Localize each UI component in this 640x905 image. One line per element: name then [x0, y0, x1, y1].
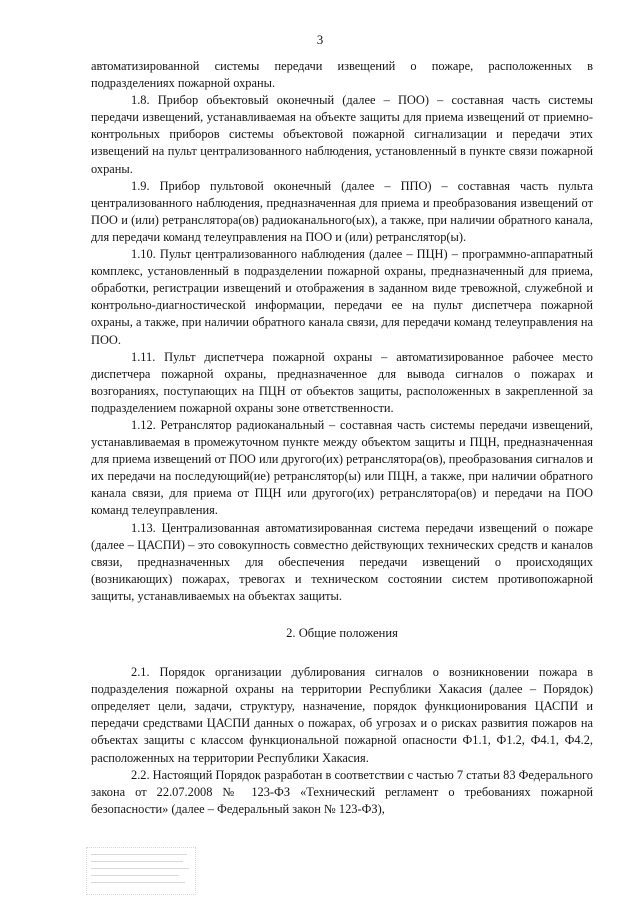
paragraph-1-10: 1.10. Пульт централизованного наблюдения (далее – ПЦН) – программно-аппаратный комплекс, установленный в подразделении пожарной охраны, предназначенный для приема, обработки, регистрации извещений и отображения в заданном виде тревожной, служебной и контрольно-диагностической информации, передачи ее на пульт диспетчера пожарной охраны, а также, при наличии обратного канала связи, для передачи команд телеуправления на ПОО. [91, 247, 593, 347]
paragraph-2-1: 2.1. Порядок организации дублирования сигналов о возникновении пожара в подразделения пожарной охраны на территории Республики Хакасия (далее – Порядок) определяет цели, задачи, структуру, назначение, порядок функционирования ЦАСПИ и передачи средствами ЦАСПИ данных о пожарах, об угрозах и о рисках развития пожаров на объектах защиты с классом функциональной пожарной опасности Ф1.1, Ф1.2, Ф4.1, Ф4.2, расположенных на территории Республики Хакасия. [91, 665, 593, 765]
faded-stamp-mark [86, 847, 196, 895]
paragraph-2-2: 2.2. Настоящий Порядок разработан в соответствии с частью 7 статьи 83 Федерального закона от 22.07.2008 № 123-ФЗ «Технический регламент о требованиях пожарной безопасности» (далее – Федеральный закон № 123-ФЗ), [91, 767, 593, 816]
document-body [91, 58, 593, 818]
paragraph-1-11: 1.11. Пульт диспетчера пожарной охраны – автоматизированное рабочее место диспетчера пожарной охраны, предназначенное для вывода сигналов о пожарах и возгораниях, поступающих на ПЦН от объектов защиты, расположенных в закрепленной за подразделением пожарной охраны зоне ответственности. [91, 349, 593, 415]
paragraph-1-9: 1.9. Прибор пультовой оконечный (далее – ППО) – составная часть пульта централизованного наблюдения, предназначенная для приема и преобразования извещений от ПОО и (или) ретранслятора(ов) радиоканального(ых), а также, при наличии обратного канала, для передачи команд телеуправления на ПОО и (или) ретранслятор(ы). [91, 178, 593, 244]
paragraph-1-13: 1.13. Централизованная автоматизированная система передачи извещений о пожаре (далее – ЦАСПИ) – это совокупность совместно действующих технических средств и каналов связи, предназначенных для обеспечения передачи извещений о происходящих (возникающих) пожарах, тревогах и техническом состоянии систем противопожарной защиты, устанавливаемых на объектах защиты. [91, 520, 593, 603]
paragraph-1-12: 1.12. Ретранслятор радиоканальный – составная часть системы передачи извещений, устанавливаемая в промежуточном пункте между объектом защиты и ПЦН, предназначенная для приема извещений от ПОО или другого(их) ретранслятора(ов), преобразования сигналов и их передачи на последующий(ие) ретранслятор(ы) или ПЦН, а также, при наличии обратного канала связи, для приема от ПЦН или другого(их) ретранслятора(ов) и передачи на ПОО команд телеуправления. [91, 417, 593, 518]
page-number: 3 [316, 32, 324, 47]
section-heading: 2. Общие положения [286, 626, 398, 640]
paragraph-1-8: 1.8. Прибор объектовый оконечный (далее – ПОО) – составная часть системы передачи извещений, устанавливаемая на объекте защиты для приема извещений от приемно-контрольных приборов системы объектовой пожарной сигнализации и передачи этих извещений на пульт централизованного наблюдения, установленный в пункте связи пожарной охраны. [91, 93, 593, 176]
paragraph-continuation: автоматизированной системы передачи извещений о пожаре, расположенных в подразделениях пожарной охраны. [91, 59, 593, 91]
